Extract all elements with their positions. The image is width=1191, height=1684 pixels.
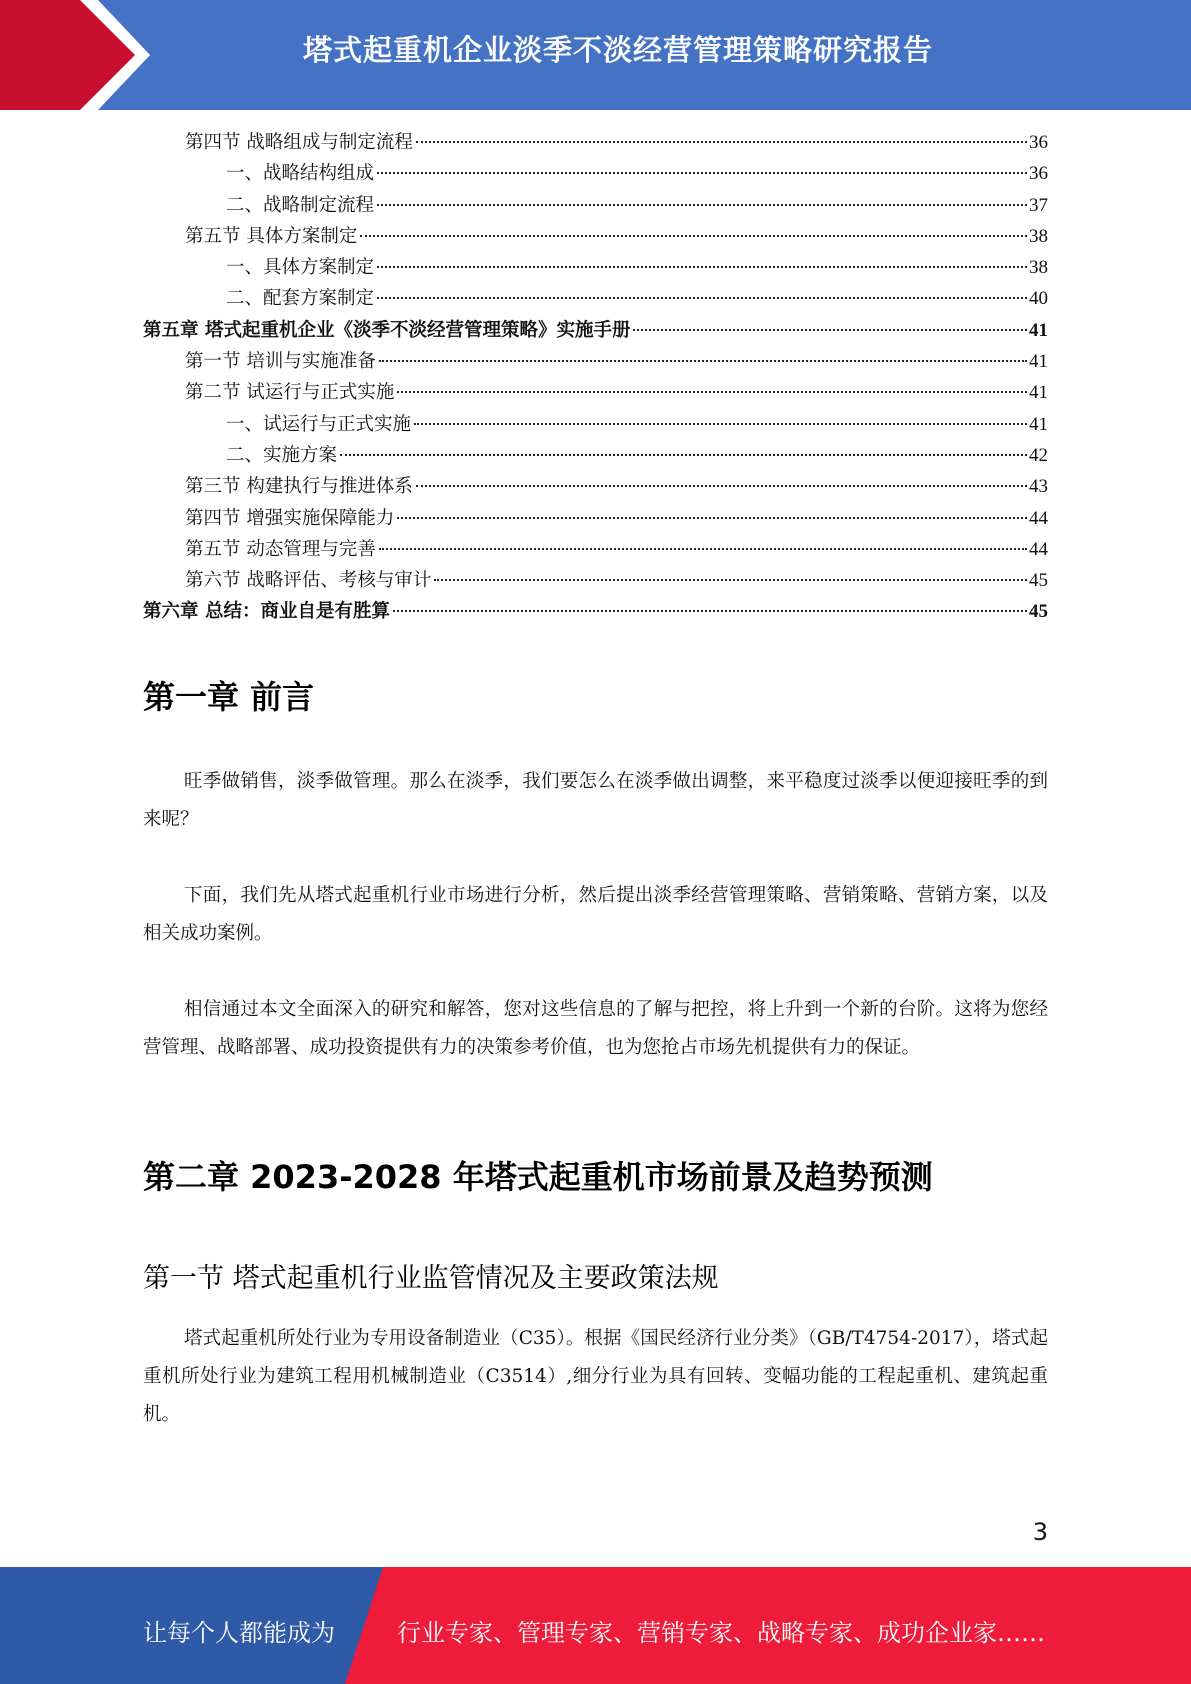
- toc-entry[interactable]: [143, 472, 1048, 503]
- page-number: 3: [1032, 1518, 1048, 1546]
- toc-dot-leader: [379, 548, 1027, 550]
- toc-dot-leader: [397, 391, 1027, 393]
- table-of-contents: [143, 128, 1048, 629]
- toc-entry[interactable]: [143, 284, 1048, 315]
- toc-entry[interactable]: [143, 222, 1048, 253]
- section-1-paragraph: 塔式起重机所处行业为专用设备制造业（C35）。根据《国民经济行业分类》（GB/T4754-2017），塔式起重机所处行业为建筑工程用机械制造业（C3514）,细分行业为具有回转、变幅功能的工程起重机、建筑起重机。: [143, 1328, 1048, 1425]
- toc-dot-leader: [360, 235, 1027, 237]
- toc-entry-page: 45: [1029, 570, 1048, 592]
- toc-entry-label: 第四节 增强实施保障能力: [185, 507, 395, 529]
- toc-entry-page: 38: [1029, 257, 1048, 279]
- toc-entry-label: 一、战略结构组成: [226, 163, 375, 185]
- chapter-1-paragraph-3: 相信通过本文全面深入的研究和解答，您对这些信息的了解与把控，将上升到一个新的台阶。这将为您经营管理、战略部署、成功投资提供有力的决策参考价值，也为您抢占市场先机提供有力的保证。: [143, 999, 1048, 1058]
- toc-entry[interactable]: [143, 504, 1048, 535]
- toc-entry[interactable]: [143, 597, 1048, 628]
- toc-entry-label: 二、配套方案制定: [226, 288, 375, 310]
- toc-dot-leader: [416, 141, 1027, 143]
- toc-entry-label: 第五章 塔式起重机企业《淡季不淡经营管理策略》实施手册: [143, 319, 631, 341]
- toc-entry-page: 44: [1029, 538, 1048, 560]
- chapter-1-heading: 第一章 前言: [143, 678, 315, 716]
- report-title: 塔式起重机企业淡季不淡经营管理策略研究报告: [302, 33, 933, 67]
- toc-dot-leader: [397, 517, 1027, 519]
- footer-slogan-right: 行业专家、管理专家、营销专家、战略专家、成功企业家……: [397, 1619, 1045, 1647]
- toc-entry-page: 41: [1029, 319, 1048, 341]
- toc-entry[interactable]: [143, 566, 1048, 597]
- toc-entry-label: 第五节 动态管理与完善: [185, 538, 376, 560]
- toc-dot-leader: [393, 610, 1027, 612]
- toc-dot-leader: [414, 423, 1027, 425]
- toc-entry[interactable]: [143, 535, 1048, 566]
- toc-dot-leader: [377, 297, 1027, 299]
- toc-entry[interactable]: [143, 316, 1048, 347]
- toc-entry[interactable]: [143, 347, 1048, 378]
- toc-entry-page: 38: [1029, 225, 1048, 247]
- toc-entry-label: 第三节 构建执行与推进体系: [185, 476, 413, 498]
- toc-entry-label: 第二节 试运行与正式实施: [185, 382, 395, 404]
- toc-dot-leader: [377, 204, 1027, 206]
- toc-entry[interactable]: [143, 253, 1048, 284]
- footer-slogan-left: 让每个人都能成为: [143, 1619, 335, 1647]
- chapter-1-paragraph-1: 旺季做销售，淡季做管理。那么在淡季，我们要怎么在淡季做出调整，来平稳度过淡季以便迎接旺季的到来呢？: [143, 771, 1048, 830]
- toc-entry-page: 36: [1029, 132, 1048, 153]
- page-header: [0, 0, 1191, 110]
- toc-dot-leader: [633, 329, 1027, 331]
- toc-dot-leader: [377, 172, 1027, 174]
- toc-entry[interactable]: [143, 128, 1048, 159]
- toc-entry-page: 41: [1029, 351, 1048, 373]
- toc-entry-page: 44: [1029, 507, 1048, 529]
- toc-entry-label: 第一节 培训与实施准备: [185, 351, 376, 373]
- toc-entry-page: 41: [1029, 382, 1048, 404]
- toc-dot-leader: [379, 360, 1027, 362]
- toc-entry[interactable]: [143, 410, 1048, 441]
- toc-entry-label: 一、具体方案制定: [226, 257, 375, 279]
- toc-dot-leader: [340, 454, 1027, 456]
- toc-entry[interactable]: [143, 191, 1048, 222]
- toc-dot-leader: [377, 266, 1027, 268]
- chapter-1-paragraph-2: 下面，我们先从塔式起重机行业市场进行分析，然后提出淡季经营管理策略、营销策略、营销方案，以及相关成功案例。: [143, 885, 1048, 944]
- toc-entry-label: 第四节 战略组成与制定流程: [185, 132, 413, 153]
- toc-entry-page: 37: [1029, 194, 1048, 216]
- toc-entry-label: 一、试运行与正式实施: [226, 413, 412, 435]
- toc-entry-page: 43: [1029, 476, 1048, 498]
- toc-entry-label: 二、战略制定流程: [226, 194, 375, 216]
- toc-entry-label: 第五节 具体方案制定: [185, 225, 358, 247]
- toc-entry-page: 36: [1029, 163, 1048, 185]
- toc-entry[interactable]: [143, 159, 1048, 190]
- toc-entry-label: 第六节 战略评估、考核与审计: [185, 570, 432, 592]
- toc-entry-page: 42: [1029, 444, 1048, 466]
- section-1-heading: 第一节 塔式起重机行业监管情况及主要政策法规: [143, 1263, 719, 1294]
- chapter-2-heading: 第二章 2023-2028 年塔式起重机市场前景及趋势预测: [143, 1158, 933, 1196]
- toc-dot-leader: [416, 485, 1027, 487]
- toc-entry-label: 二、实施方案: [226, 444, 338, 466]
- toc-entry-page: 40: [1029, 288, 1048, 310]
- toc-dot-leader: [434, 579, 1027, 581]
- toc-entry-page: 45: [1029, 601, 1048, 623]
- toc-entry-page: 41: [1029, 413, 1048, 435]
- toc-entry-label: 第六章 总结：商业自是有胜算: [143, 601, 390, 623]
- page-footer: [0, 1567, 1191, 1684]
- toc-entry[interactable]: [143, 378, 1048, 409]
- toc-entry[interactable]: [143, 441, 1048, 472]
